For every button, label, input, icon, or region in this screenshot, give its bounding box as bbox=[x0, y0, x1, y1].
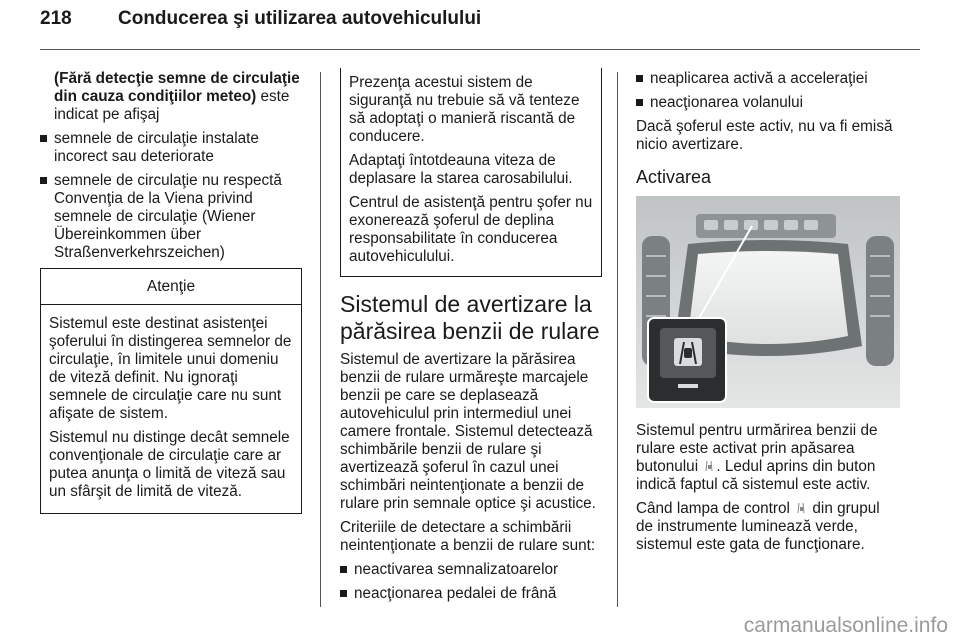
notice-paragraph: Sistemul nu distinge decât semnele convenţionale de circulaţie care ar putea anunţa o limită de viteză sau un sfârşit de limită de viteză. bbox=[49, 429, 290, 500]
lane-departure-icon bbox=[704, 460, 714, 472]
list-item bbox=[40, 130, 302, 166]
warning-notice-continuation bbox=[340, 68, 602, 277]
notice-heading: Atenţie bbox=[41, 269, 301, 305]
body-text: Sistemul pentru urmărirea benzii de rulare este activat prin apăsarea butonului bbox=[636, 422, 878, 475]
dashboard-photo bbox=[636, 196, 900, 408]
intro-text: este indicat pe afişaj bbox=[54, 88, 290, 123]
page-header bbox=[40, 8, 481, 38]
page-title: Conducerea şi utilizarea autovehiculului bbox=[118, 8, 482, 29]
list-item-text: semnele de circulaţie instalate incorect sau deteriorate bbox=[54, 130, 259, 165]
header-divider bbox=[40, 49, 920, 50]
bullet-icon bbox=[340, 590, 347, 597]
list-item bbox=[636, 70, 900, 88]
bullet-icon bbox=[636, 75, 643, 82]
intro-bold-text: (Fără detecţie semne de circulaţie din cauza condiţiilor meteo) bbox=[54, 70, 300, 105]
bullet-icon bbox=[40, 177, 47, 184]
list-item bbox=[340, 585, 602, 603]
body-text: Când lampa de control bbox=[636, 500, 795, 517]
list-item-text: neactivarea semnalizatoarelor bbox=[354, 561, 559, 578]
body-paragraph: Sistemul de avertizare la părăsirea benzii de rulare urmăreşte marcajele benzii pe care se deplasează autovehiculul prin intermediul unei camere frontale. Sistemul detectează schimbările benzii de rulare şi avertizează şoferul în cazul unei schimbări neintenţionate a benzii de rulare prin semnale optice şi acustice. bbox=[340, 351, 596, 512]
notice-paragraph: Adaptaţi întotdeauna viteza de deplasare la starea carosabilului. bbox=[349, 152, 573, 187]
notice-paragraph: Sistemul este destinat asistenţei şoferului în distingerea semnelor de circulaţie, în limitele unui domeniu de viteză definit. Nu ignoraţi semnele de circulaţie care nu sunt afişate de sistem. bbox=[49, 315, 292, 422]
body-text: din grupul de instrumente luminează verde, sistemul este gata de funcţionare. bbox=[636, 500, 880, 553]
section-title: Sistemul de avertizare la părăsirea benzii de rulare bbox=[340, 291, 600, 344]
column-divider-2 bbox=[617, 72, 618, 607]
body-text: . Ledul aprins din buton indică faptul că sistemul este activ. bbox=[636, 458, 876, 493]
list-item-text: neacţionarea pedalei de frână bbox=[354, 585, 557, 602]
column-3 bbox=[636, 70, 900, 560]
intro-paragraph bbox=[40, 70, 302, 124]
body-paragraph bbox=[636, 500, 900, 554]
criteria-list-continued bbox=[636, 70, 900, 112]
list-item bbox=[40, 172, 302, 262]
warning-notice-box bbox=[40, 268, 302, 514]
list-item-text: neaplicarea activă a acceleraţiei bbox=[650, 70, 868, 87]
criteria-list bbox=[340, 561, 602, 603]
page-number: 218 bbox=[40, 8, 72, 29]
column-1 bbox=[40, 70, 302, 514]
body-paragraph: Criteriile de detectare a schimbării neintenţionate a benzii de rulare sunt: bbox=[340, 519, 596, 554]
watermark: carmanualsonline.info bbox=[743, 614, 948, 637]
lane-departure-icon bbox=[796, 502, 806, 514]
list-item-text: semnele de circulaţie nu respectă Convenţia de la Viena privind semnele de circulaţie (Wiener Übereinkommen über Straßenverkehrszeichen) bbox=[54, 172, 282, 261]
list-item bbox=[636, 94, 900, 112]
conditions-list bbox=[40, 130, 302, 262]
bullet-icon bbox=[340, 566, 347, 573]
body-paragraph: Dacă şoferul este activ, nu va fi emisă nicio avertizare. bbox=[636, 118, 893, 153]
column-2 bbox=[340, 70, 602, 609]
notice-paragraph: Centrul de asistenţă pentru şofer nu exonerează şoferul de deplina responsabilitate în conducerea autovehiculului. bbox=[349, 194, 593, 265]
notice-paragraph: Prezenţa acestui sistem de siguranţă nu trebuie să vă tenteze să adoptaţi o manieră riscantă de conducere. bbox=[349, 74, 580, 145]
subsection-title: Activarea bbox=[636, 167, 712, 187]
list-item-text: neacţionarea volanului bbox=[650, 94, 804, 111]
body-paragraph bbox=[636, 422, 900, 494]
bullet-icon bbox=[40, 135, 47, 142]
bullet-icon bbox=[636, 99, 643, 106]
list-item bbox=[340, 561, 602, 579]
notice-body bbox=[41, 305, 301, 513]
column-divider-1 bbox=[320, 72, 321, 607]
